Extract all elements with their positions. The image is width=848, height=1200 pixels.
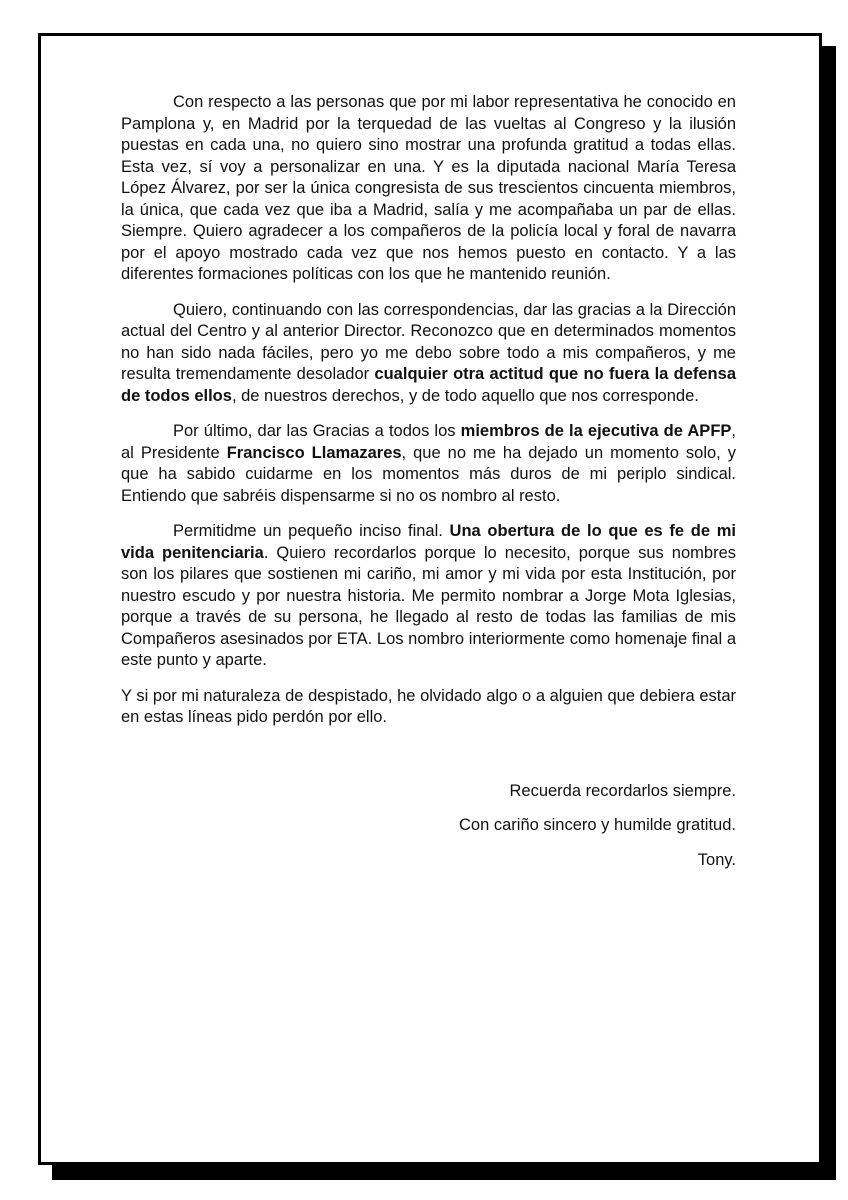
closing-line-gratitude: Con cariño sincero y humilde gratitud.: [459, 816, 736, 834]
paragraph-text: , al Presidente: [121, 422, 736, 462]
paragraph-inciso-final: [121, 521, 736, 672]
bold-phrase: cualquier otra actitud que no fuera la defensa de todos ellos: [121, 365, 736, 405]
paragraph-ejecutiva-apfp: [121, 421, 736, 507]
bold-phrase: Una obertura de lo que es fe de mi vida penitenciaria: [121, 522, 737, 562]
closing-line-remember: Recuerda recordarlos siempre.: [509, 781, 736, 800]
paragraph-text: Quiero, continuando con las correspondencias, dar las gracias a la Dirección actual del Centro y al anterior Director. Reconozco que en determinados momentos no han sido nada fáciles, pero yo me debo sobre todo a mis compañeros, y me resulta tremendamente desolador: [121, 300, 736, 383]
signature: Tony.: [697, 850, 736, 869]
paragraph-gratitude-madrid: Con respecto a las personas que por mi labor representativa he conocido en Pamplona y, en Madrid por la terquedad de las vueltas al Congreso y la ilusión puestas en cada una, no quiero sino mostrar una profunda gratitud a todas ellas. Esta vez, sí voy a personalizar en una. Y es la diputada nacional María Teresa López Álvarez, por ser la única congresista de sus trescientos cincuenta miembros, la única, que cada vez que iba a Madrid, salía y me acompañaba un par de ellas. Siempre. Quiero agradecer a los compañeros de la policía local y foral de navarra por el apoyo mostrado cada vez que nos hemos puesto en contacto. Y a las diferentes formaciones políticas con los que he mantenido reunión.: [121, 93, 736, 283]
paragraph-text: . Quiero recordarlos porque lo necesito, porque sus nombres son los pilares que sostienen mi cariño, mi amor y mi vida por esta Institución, por nuestro escudo y por nuestra historia. Me permito nombrar a Jorge Mota Iglesias, porque a través de su persona, he llegado al resto de todas las familias de mis Compañeros asesinados por ETA. Los nombro interiormente como homenaje final a este punto y aparte.: [121, 543, 736, 669]
bold-name: Francisco Llamazares: [226, 443, 402, 462]
paragraph-direccion-centro: [121, 300, 736, 408]
closing-block: [121, 781, 736, 872]
paragraph-text: Permitidme un pequeño inciso final.: [173, 522, 450, 540]
document-body: [121, 92, 736, 884]
paragraph-text: , que no me ha dejado un momento solo, y que ha sabido cuidarme en los momentos más duros de mi periplo sindical. Entiendo que sabréis dispensarme si no os nombro al resto.: [121, 443, 736, 505]
paragraph-apology: Y si por mi naturaleza de despistado, he olvidado algo o a alguien que debiera estar en estas líneas pido perdón por ello.: [121, 686, 736, 726]
paragraph-text: , de nuestros derechos, y de todo aquello que nos corresponde.: [231, 386, 699, 405]
bold-phrase: miembros de la ejecutiva de APFP: [460, 422, 732, 440]
document-page: [38, 33, 822, 1165]
paragraph-text: Por último, dar las Gracias a todos los: [173, 422, 461, 440]
